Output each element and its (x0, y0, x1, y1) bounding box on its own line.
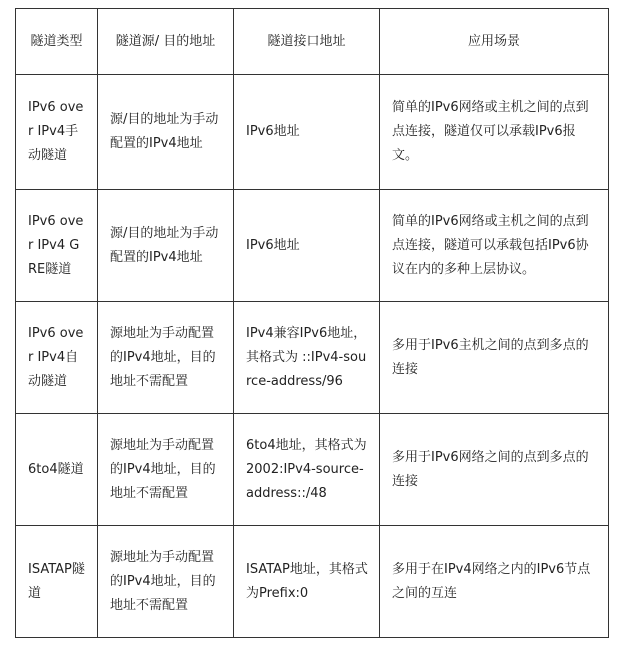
header-source-destination: 隧道源/ 目的地址 (98, 9, 234, 75)
table-row (16, 302, 609, 414)
cell-source-destination: 源/目的地址为手动配置的IPv4地址 (98, 190, 234, 302)
cell-interface-address: 6to4地址，其格式为2002:IPv4-source-address::/48 (234, 414, 380, 526)
cell-tunnel-type: IPv6 over IPv4 GRE隧道 (16, 190, 98, 302)
table-header-row (16, 9, 609, 75)
cell-application-scenario: 简单的IPv6网络或主机之间的点到点连接，隧道可以承载包括IPv6协议在内的多种上层协议。 (380, 190, 609, 302)
cell-interface-address: IPv6地址 (234, 75, 380, 190)
cell-application-scenario: 简单的IPv6网络或主机之间的点到点连接，隧道仅可以承载IPv6报文。 (380, 75, 609, 190)
table-row (16, 190, 609, 302)
cell-tunnel-type: IPv6 over IPv4手动隧道 (16, 75, 98, 190)
cell-application-scenario: 多用于在IPv4网络之内的IPv6节点之间的互连 (380, 526, 609, 638)
header-application-scenario: 应用场景 (380, 9, 609, 75)
cell-source-destination: 源地址为手动配置的IPv4地址，目的地址不需配置 (98, 302, 234, 414)
cell-interface-address: IPv6地址 (234, 190, 380, 302)
cell-application-scenario: 多用于IPv6主机之间的点到多点的连接 (380, 302, 609, 414)
table-row (16, 526, 609, 638)
table-row (16, 75, 609, 190)
cell-interface-address: ISATAP地址，其格式为Prefix:0 (234, 526, 380, 638)
cell-interface-address: IPv4兼容IPv6地址，其格式为 ::IPv4-source-address/96 (234, 302, 380, 414)
cell-tunnel-type: 6to4隧道 (16, 414, 98, 526)
cell-source-destination: 源地址为手动配置的IPv4地址，目的地址不需配置 (98, 414, 234, 526)
cell-source-destination: 源地址为手动配置的IPv4地址，目的地址不需配置 (98, 526, 234, 638)
cell-tunnel-type: ISATAP隧道 (16, 526, 98, 638)
cell-tunnel-type: IPv6 over IPv4自动隧道 (16, 302, 98, 414)
tunnel-comparison-table (15, 8, 609, 638)
header-tunnel-type: 隧道类型 (16, 9, 98, 75)
header-interface-address: 隧道接口地址 (234, 9, 380, 75)
cell-application-scenario: 多用于IPv6网络之间的点到多点的连接 (380, 414, 609, 526)
cell-source-destination: 源/目的地址为手动配置的IPv4地址 (98, 75, 234, 190)
table-row (16, 414, 609, 526)
